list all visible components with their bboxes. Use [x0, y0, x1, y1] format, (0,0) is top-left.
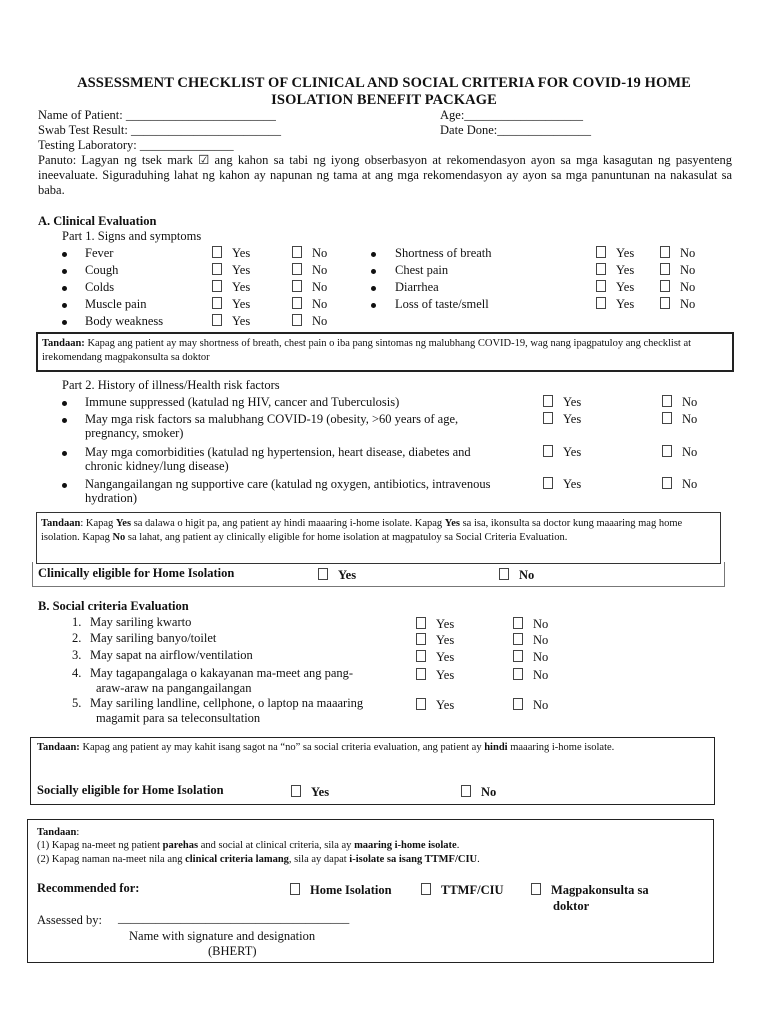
checkbox-icon[interactable]: [596, 297, 606, 309]
checkbox-icon[interactable]: [531, 883, 541, 895]
checkbox-icon[interactable]: [212, 246, 222, 258]
option-consult-doctor[interactable]: [531, 883, 649, 898]
final-rule-2: [37, 854, 480, 865]
no-option[interactable]: [660, 297, 695, 312]
checkbox-icon[interactable]: [513, 668, 523, 680]
no-label: No: [533, 617, 549, 631]
yes-option[interactable]: [543, 445, 581, 460]
no-option[interactable]: [513, 617, 548, 632]
no-label: No: [680, 263, 696, 277]
no-option[interactable]: [662, 445, 697, 460]
criteria-number: 1.: [72, 615, 82, 629]
rule1-b: parehas: [162, 840, 199, 851]
symptom-item: Cough: [85, 263, 119, 277]
no-label: No: [312, 314, 328, 328]
social-eligible-no[interactable]: [461, 785, 496, 800]
document-title-line1: ASSESSMENT CHECKLIST OF CLINICAL AND SOCIAL CRITERIA FOR COVID-19 HOME: [77, 75, 691, 91]
yes-option[interactable]: [543, 477, 581, 492]
history-item-cont: pregnancy, smoker): [85, 426, 184, 440]
criteria-item: May sariling landline, cellphone, o laptop na maaaring: [90, 696, 364, 710]
checkbox-icon[interactable]: [292, 263, 302, 275]
criteria-number: 4.: [72, 666, 82, 680]
home-isolation-label: Home Isolation: [310, 883, 392, 897]
bullet-icon: [371, 303, 376, 308]
bullet-icon: [62, 401, 67, 406]
no-label: No: [312, 263, 328, 277]
final-rule-1: [37, 840, 459, 851]
signature-caption: Name with signature and designation: [129, 929, 316, 943]
yes-label: Yes: [616, 263, 635, 277]
date-done-field[interactable]: Date Done:_______________: [440, 123, 592, 137]
checkbox-icon[interactable]: [212, 280, 222, 292]
note2-no: No: [112, 532, 126, 543]
social-eligible-yes[interactable]: [291, 785, 329, 800]
clinical-eligible-no[interactable]: [499, 568, 534, 583]
checkbox-icon[interactable]: [212, 263, 222, 275]
yes-label: Yes: [232, 314, 251, 328]
section-a-heading: A. Clinical Evaluation: [38, 214, 157, 228]
yes-label: Yes: [232, 280, 251, 294]
yes-label: Yes: [563, 395, 582, 409]
no-label: No: [312, 297, 328, 311]
no-option[interactable]: [662, 395, 697, 410]
yes-option[interactable]: [212, 246, 250, 261]
yes-option[interactable]: [212, 297, 250, 312]
no-option[interactable]: [513, 668, 548, 683]
no-option[interactable]: [513, 633, 548, 648]
symptom-item: Shortness of breath: [395, 246, 492, 260]
no-label: No: [682, 395, 698, 409]
checkbox-icon[interactable]: [318, 568, 328, 580]
symptom-item: Colds: [85, 280, 115, 294]
signature-line[interactable]: _____________________________________: [118, 911, 350, 925]
ttmf-label: TTMF/CIU: [441, 883, 504, 897]
final-label: Tandaan: [37, 827, 77, 838]
consult-doctor-label-2: doktor: [553, 899, 590, 913]
note-label: Tandaan:: [42, 338, 85, 349]
no-option[interactable]: [292, 246, 327, 261]
checkbox-icon[interactable]: [662, 412, 672, 424]
yes-label: Yes: [311, 785, 330, 799]
note-social-hindi: hindi: [484, 742, 508, 753]
assessed-by-label: Assessed by:: [37, 913, 102, 927]
instructions-paragraph: Panuto: Lagyan ng tsek mark ☑ ang kahon sa tabi ng iyong obserbasyon at rekomendasyon ayon sa mga kasagutan ng pasyenteng ineevaluate. Siguraduhing lahat ng kahon ay napunan ng tama at ang mga rekomendasyon ay ayon sa mga panuntunan na nakasulat sa baba.: [38, 153, 732, 197]
symptom-item: Loss of taste/smell: [395, 297, 489, 311]
criteria-item-cont: araw-araw na pangangailangan: [96, 681, 252, 695]
symptom-item: Diarrhea: [395, 280, 439, 294]
checkbox-icon[interactable]: [416, 617, 426, 629]
checkbox-icon[interactable]: [596, 280, 606, 292]
yes-option[interactable]: [596, 280, 634, 295]
option-ttmf-ciu[interactable]: [421, 883, 504, 898]
yes-label: Yes: [616, 297, 635, 311]
checkbox-icon[interactable]: [416, 650, 426, 662]
yes-option[interactable]: [212, 314, 250, 329]
part2-heading: Part 2. History of illness/Health risk factors: [62, 378, 280, 392]
no-label: No: [680, 297, 696, 311]
bullet-icon: [371, 252, 376, 257]
rule2-e: .: [477, 854, 480, 865]
checkbox-icon[interactable]: [543, 395, 553, 407]
checkbox-icon[interactable]: [660, 263, 670, 275]
note2-text-2: sa dalawa o higit pa, ang patient ay hindi maaaring i-home isolate. Kapag: [131, 518, 445, 529]
part1-heading: Part 1. Signs and symptoms: [62, 229, 202, 243]
social-eligible-label: Socially eligible for Home Isolation: [37, 783, 224, 797]
recommendation-box: [27, 819, 714, 963]
yes-option[interactable]: [596, 246, 634, 261]
final-colon: :: [76, 827, 80, 838]
checkbox-icon[interactable]: [660, 280, 670, 292]
note-social-label: Tandaan:: [37, 742, 80, 753]
yes-label: Yes: [232, 263, 251, 277]
no-option[interactable]: [662, 412, 697, 427]
note2-text-3: sa isa, ikonsulta sa doctor kung maaaring mag home isolation. Kapag: [41, 518, 683, 543]
history-item-cont: hydration): [85, 491, 138, 505]
yes-label: Yes: [436, 668, 455, 682]
yes-label: Yes: [232, 246, 251, 260]
document-title-line2: ISOLATION BENEFIT PACKAGE: [271, 92, 497, 108]
criteria-item: May sariling banyo/toilet: [90, 631, 217, 645]
recommended-label: Recommended for:: [37, 881, 140, 895]
bullet-icon: [62, 451, 67, 456]
rule2-b: clinical criteria lamang: [185, 854, 289, 865]
no-label: No: [533, 633, 549, 647]
note-social-criteria: [30, 737, 715, 805]
no-option[interactable]: [662, 477, 697, 492]
checkbox-icon[interactable]: [292, 314, 302, 326]
checkbox-icon[interactable]: [416, 633, 426, 645]
checkbox-icon[interactable]: [291, 785, 301, 797]
checkbox-icon[interactable]: [292, 297, 302, 309]
checkbox-icon[interactable]: [416, 698, 426, 710]
history-item: Nangangailangan ng supportive care (katulad ng oxygen, antibiotics, intravenous: [85, 477, 491, 491]
yes-option[interactable]: [212, 263, 250, 278]
yes-label: Yes: [616, 246, 635, 260]
no-label: No: [680, 280, 696, 294]
criteria-number: 5.: [72, 696, 82, 710]
checkbox-icon[interactable]: [660, 297, 670, 309]
yes-label: Yes: [338, 568, 357, 582]
checkbox-icon[interactable]: [212, 314, 222, 326]
yes-option[interactable]: [416, 633, 454, 648]
history-item-cont: chronic kidney/lung disease): [85, 459, 229, 473]
rule2-c: , sila ay dapat: [288, 854, 350, 865]
yes-option[interactable]: [416, 617, 454, 632]
symptom-item: Muscle pain: [85, 297, 147, 311]
criteria-number: 2.: [72, 631, 82, 645]
no-label: No: [533, 668, 549, 682]
history-item: Immune suppressed (katulad ng HIV, cancer and Tuberculosis): [85, 395, 400, 409]
bullet-icon: [371, 269, 376, 274]
no-label: No: [682, 477, 698, 491]
bullet-icon: [62, 483, 67, 488]
checkbox-icon[interactable]: [543, 445, 553, 457]
note-social-text-2: maaaring i-home isolate.: [507, 742, 615, 753]
criteria-number: 3.: [72, 648, 82, 662]
checkbox-icon[interactable]: [461, 785, 471, 797]
checkbox-icon[interactable]: [662, 445, 672, 457]
checkbox-icon[interactable]: [543, 477, 553, 489]
checkbox-icon[interactable]: [292, 280, 302, 292]
criteria-item: May tagapangalaga o kakayanan ma-meet ang pang-: [90, 666, 354, 680]
no-option[interactable]: [660, 246, 695, 261]
checkbox-icon[interactable]: [212, 297, 222, 309]
note-clinical-yes-rules: [36, 512, 721, 564]
no-option[interactable]: [292, 280, 327, 295]
checkbox-icon[interactable]: [596, 246, 606, 258]
bullet-icon: [62, 286, 67, 291]
yes-option[interactable]: [543, 395, 581, 410]
rule1-d: maaring i-home isolate: [354, 840, 457, 851]
yes-option[interactable]: [416, 650, 454, 665]
yes-option[interactable]: [596, 297, 634, 312]
checkbox-icon[interactable]: [662, 395, 672, 407]
criteria-item: May sapat na airflow/ventilation: [90, 648, 253, 662]
note2-label: Tandaan: [41, 518, 81, 529]
testing-lab-field[interactable]: Testing Laboratory: _______________: [38, 138, 234, 152]
checkbox-icon[interactable]: [513, 698, 523, 710]
rule2-d: i-isolate sa isang TTMF/CIU: [349, 854, 478, 865]
yes-label: Yes: [563, 445, 582, 459]
final-note-label: [37, 827, 79, 838]
checkbox-icon[interactable]: [596, 263, 606, 275]
no-label: No: [682, 412, 698, 426]
bullet-icon: [62, 269, 67, 274]
no-label: No: [682, 445, 698, 459]
yes-option[interactable]: [212, 280, 250, 295]
no-option[interactable]: [292, 297, 327, 312]
note2-yes-1: Yes: [115, 518, 132, 529]
clinical-eligible-label: Clinically eligible for Home Isolation: [38, 566, 235, 580]
clinical-eligibility-row: [32, 562, 725, 587]
no-label: No: [680, 246, 696, 260]
checkbox-icon[interactable]: [292, 246, 302, 258]
bullet-icon: [62, 252, 67, 257]
no-option[interactable]: [292, 263, 327, 278]
bullet-icon: [371, 286, 376, 291]
yes-label: Yes: [436, 698, 455, 712]
checkbox-icon[interactable]: [499, 568, 509, 580]
history-item: May mga comorbidities (katulad ng hypertension, heart disease, diabetes and: [85, 445, 471, 459]
note2-text-4: sa lahat, ang patient ay clinically eligible for home isolation at magpatuloy sa Social Criteria Evaluation.: [125, 532, 568, 543]
yes-option[interactable]: [416, 698, 454, 713]
yes-label: Yes: [616, 280, 635, 294]
bhert-caption: (BHERT): [208, 944, 257, 958]
checkbox-icon[interactable]: [416, 668, 426, 680]
patient-name-field[interactable]: Name of Patient: ________________________: [38, 108, 276, 122]
age-field[interactable]: Age:___________________: [440, 108, 584, 122]
yes-label: Yes: [563, 412, 582, 426]
note-severe-symptoms: [36, 332, 734, 372]
checkbox-icon[interactable]: [513, 617, 523, 629]
rule1-a: (1) Kapag na-meet ng patient: [37, 840, 163, 851]
criteria-item: May sariling kwarto: [90, 615, 192, 629]
symptom-item: Chest pain: [395, 263, 449, 277]
no-label: No: [519, 568, 535, 582]
no-label: No: [533, 698, 549, 712]
bullet-icon: [62, 303, 67, 308]
no-option[interactable]: [513, 698, 548, 713]
bullet-icon: [62, 418, 67, 423]
no-option[interactable]: [292, 314, 327, 329]
no-option[interactable]: [513, 650, 548, 665]
symptom-item: Fever: [85, 246, 114, 260]
note-text: Kapag ang patient ay may shortness of breath, chest pain o iba pang sintomas ng malubhang COVID-19, wag nang ipagpatuloy ang checklist at irekomendang magpakonsulta sa doktor: [42, 338, 692, 363]
checkbox-icon[interactable]: [513, 633, 523, 645]
no-label: No: [481, 785, 497, 799]
clinical-eligible-yes[interactable]: [318, 568, 356, 583]
yes-label: Yes: [232, 297, 251, 311]
yes-label: Yes: [436, 633, 455, 647]
consult-doctor-label: Magpakonsulta sa: [551, 883, 649, 897]
note2-text-1: : Kapag: [80, 518, 116, 529]
note-social-text-1: Kapag ang patient ay may kahit isang sagot na “no” sa social criteria evaluation, ang patient ay: [79, 742, 485, 753]
yes-option[interactable]: [543, 412, 581, 427]
yes-option[interactable]: [596, 263, 634, 278]
no-label: No: [312, 246, 328, 260]
history-item: May mga risk factors sa malubhang COVID-19 (obesity, >60 years of age,: [85, 412, 459, 426]
yes-label: Yes: [436, 617, 455, 631]
no-option[interactable]: [660, 263, 695, 278]
checkbox-icon[interactable]: [513, 650, 523, 662]
no-label: No: [312, 280, 328, 294]
checkbox-icon[interactable]: [660, 246, 670, 258]
checkbox-icon[interactable]: [290, 883, 300, 895]
rule1-c: and social at clinical criteria, sila ay: [198, 840, 355, 851]
yes-option[interactable]: [416, 668, 454, 683]
yes-label: Yes: [436, 650, 455, 664]
yes-label: Yes: [563, 477, 582, 491]
symptom-item: Body weakness: [85, 314, 164, 328]
bullet-icon: [62, 320, 67, 325]
rule1-e: .: [456, 840, 460, 851]
checkbox-icon[interactable]: [421, 883, 431, 895]
checkbox-icon[interactable]: [662, 477, 672, 489]
no-label: No: [533, 650, 549, 664]
checkbox-icon[interactable]: [543, 412, 553, 424]
swab-result-field[interactable]: Swab Test Result: ________________________: [38, 123, 281, 137]
rule2-a: (2) Kapag naman na-meet nila ang: [37, 854, 186, 865]
option-home-isolation[interactable]: [290, 883, 392, 898]
note2-yes-2: Yes: [444, 518, 460, 529]
section-b-heading: B. Social criteria Evaluation: [38, 599, 189, 613]
criteria-item-cont: magamit para sa teleconsultation: [96, 711, 261, 725]
no-option[interactable]: [660, 280, 695, 295]
